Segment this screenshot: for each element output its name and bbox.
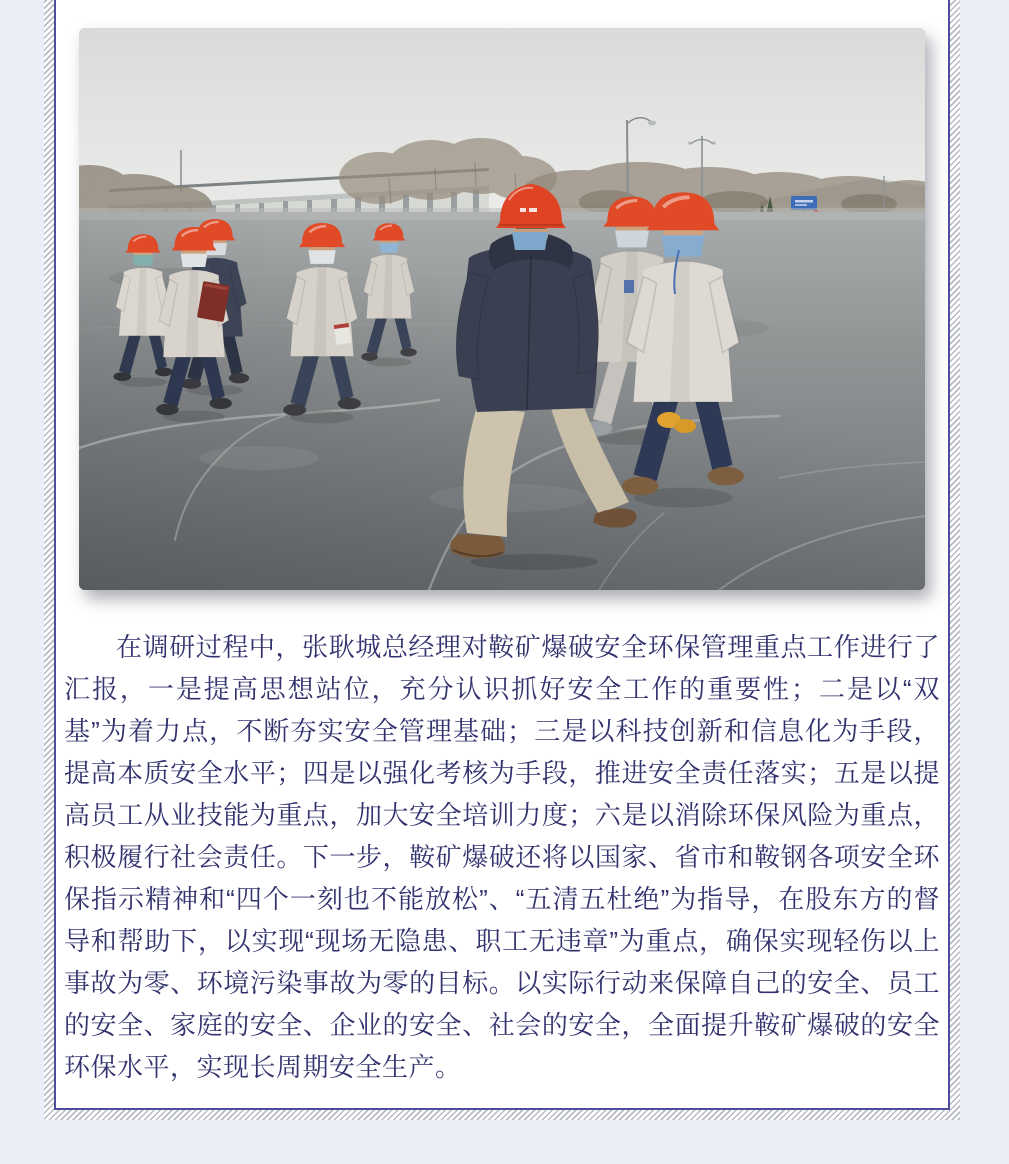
inspection-photo-illustration [79,28,925,590]
badge [624,280,634,293]
inspection-photo [79,28,925,590]
road-sign [791,196,817,210]
notebook [334,323,352,345]
article-panel [54,0,950,1110]
article-paragraph: 在调研过程中，张耿城总经理对鞍矿爆破安全环保管理重点工作进行了汇报，一是提高思想站位，充分认识抓好安全工作的重要性；二是以“双基”为着力点，不断夯实安全管理基础；三是以科技创新和信息化为手段，提高本质安全水平；四是以强化考核为手段，推进安全责任落实；五是以提高员工从业技能为重点，加大安全培训力度；六是以消除环保风险为重点，积极履行社会责任。下一步，鞍矿爆破还将以国家、省市和鞍钢各项安全环保指示精神和“四个一刻也不能放松”、“五清五杜绝”为指导，在股东方的督导和帮助下，以实现“现场无隐患、职工无违章”为重点，确保实现轻伤以上事故为零、环境污染事故为零的目标。以实际行动来保障自己的安全、员工的安全、家庭的安全、企业的安全、社会的安全，全面提升鞍矿爆破的安全环保水平，实现长周期安全生产。 [64,632,940,1082]
hatched-frame [44,0,960,1120]
